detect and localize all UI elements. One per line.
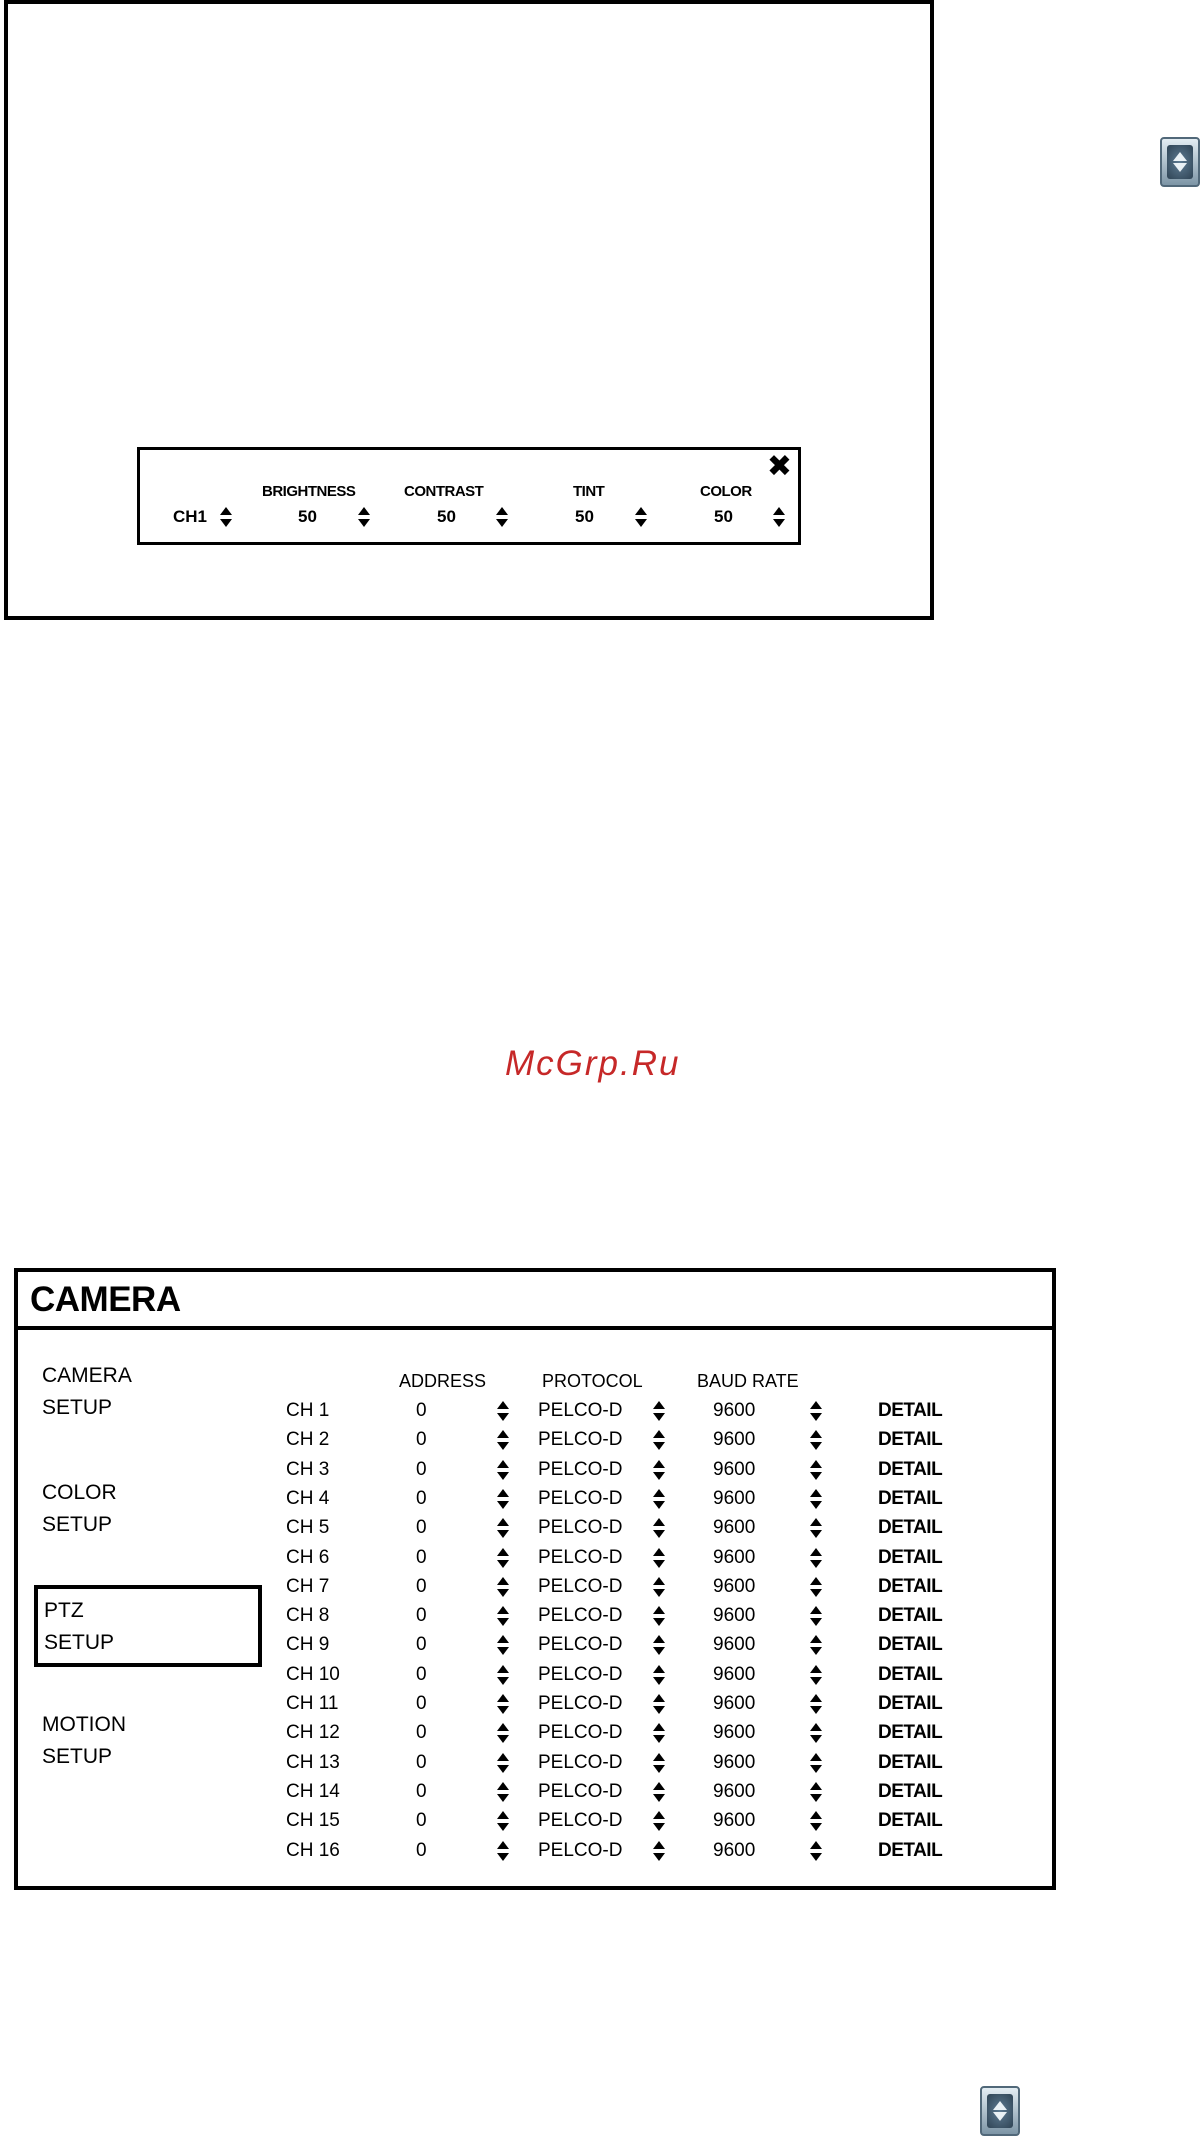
address-value: 0	[416, 1429, 427, 1451]
baud-rate-spinner[interactable]	[810, 1811, 822, 1831]
address-spinner[interactable]	[497, 1841, 509, 1861]
channel-label: CH 14	[286, 1780, 340, 1802]
address-spinner[interactable]	[497, 1635, 509, 1655]
table-row	[18, 1752, 1052, 1781]
channel-label: CH 8	[286, 1605, 330, 1627]
detail-button[interactable]: DETAIL	[878, 1546, 943, 1568]
table-row	[18, 1429, 1052, 1458]
baud-rate-value: 9600	[713, 1839, 756, 1861]
protocol-value: PELCO-D	[538, 1575, 623, 1597]
protocol-value: PELCO-D	[538, 1429, 623, 1451]
baud-rate-value: 9600	[713, 1663, 756, 1685]
baud-rate-value: 9600	[713, 1810, 756, 1832]
baud-rate-value: 9600	[713, 1780, 756, 1802]
protocol-spinner[interactable]	[653, 1635, 665, 1655]
menu-line: MOTION	[42, 1713, 126, 1736]
protocol-spinner[interactable]	[653, 1811, 665, 1831]
table-row	[18, 1781, 1052, 1810]
protocol-value: PELCO-D	[538, 1751, 623, 1773]
channel-value: CH1	[173, 507, 208, 526]
baud-rate-value: 9600	[713, 1634, 756, 1656]
detail-button[interactable]: DETAIL	[878, 1575, 943, 1597]
table-row	[18, 1459, 1052, 1488]
channel-label: CH 11	[286, 1693, 339, 1714]
address-spinner[interactable]	[497, 1430, 509, 1450]
channel-label: CH 9	[286, 1634, 330, 1656]
address-value: 0	[416, 1400, 427, 1421]
protocol-value: PELCO-D	[538, 1517, 623, 1539]
detail-button[interactable]: DETAIL	[878, 1517, 943, 1539]
baud-rate-spinner[interactable]	[810, 1518, 822, 1538]
address-value: 0	[416, 1839, 427, 1861]
channel-label: CH 4	[286, 1487, 330, 1509]
detail-button[interactable]: DETAIL	[878, 1810, 943, 1832]
baud-rate-value: 9600	[713, 1722, 756, 1744]
menu-line: CAMERA	[42, 1364, 132, 1387]
detail-button[interactable]: DETAIL	[878, 1429, 943, 1451]
protocol-value: PELCO-D	[538, 1663, 623, 1685]
baud-rate-spinner[interactable]	[810, 1665, 822, 1685]
detail-button[interactable]: DETAIL	[878, 1780, 943, 1802]
address-spinner[interactable]	[497, 1811, 509, 1831]
channel-label: CH 13	[286, 1751, 340, 1773]
watermark-text: McGrp.Ru	[505, 1044, 681, 1083]
detail-button[interactable]: DETAIL	[878, 1487, 943, 1509]
protocol-spinner[interactable]	[653, 1694, 665, 1714]
baud-rate-value: 9600	[713, 1429, 756, 1451]
protocol-value: PELCO-D	[538, 1458, 623, 1480]
baud-rate-spinner[interactable]	[810, 1548, 822, 1568]
color-value: 50	[714, 507, 733, 526]
column-header-address: ADDRESS	[399, 1371, 487, 1391]
protocol-value: PELCO-D	[538, 1400, 623, 1421]
close-icon[interactable]: ✖	[766, 450, 792, 483]
detail-button[interactable]: DETAIL	[878, 1722, 943, 1744]
protocol-value: PELCO-D	[538, 1780, 623, 1802]
protocol-spinner[interactable]	[653, 1401, 665, 1421]
protocol-spinner[interactable]	[653, 1723, 665, 1743]
detail-button[interactable]: DETAIL	[878, 1693, 943, 1714]
channel-label: CH 2	[286, 1429, 330, 1451]
table-row	[18, 1634, 1052, 1663]
channel-label: CH 12	[286, 1722, 340, 1744]
protocol-spinner[interactable]	[653, 1460, 665, 1480]
menu-line: COLOR	[42, 1481, 117, 1504]
address-value: 0	[416, 1751, 427, 1773]
address-spinner[interactable]	[497, 1723, 509, 1743]
protocol-value: PELCO-D	[538, 1546, 623, 1568]
detail-button[interactable]: DETAIL	[878, 1458, 943, 1480]
channel-label: CH 3	[286, 1458, 330, 1480]
camera-setup-window	[14, 1268, 1056, 1890]
baud-rate-value: 9600	[713, 1458, 756, 1480]
address-spinner[interactable]	[497, 1401, 509, 1421]
baud-rate-value: 9600	[713, 1751, 756, 1773]
contrast-value: 50	[437, 507, 456, 526]
up-down-spin-icon[interactable]	[980, 2086, 1020, 2136]
column-header-protocol: PROTOCOL	[542, 1371, 643, 1391]
address-value: 0	[416, 1458, 427, 1480]
protocol-value: PELCO-D	[538, 1487, 623, 1509]
baud-rate-spinner[interactable]	[810, 1753, 822, 1773]
camera-title-bar	[18, 1272, 1052, 1330]
protocol-spinner[interactable]	[653, 1577, 665, 1597]
address-spinner[interactable]	[497, 1577, 509, 1597]
protocol-value: PELCO-D	[538, 1693, 623, 1714]
table-row	[18, 1810, 1052, 1839]
address-spinner[interactable]	[497, 1694, 509, 1714]
contrast-spinner[interactable]	[496, 507, 508, 527]
tint-label: TINT	[573, 483, 605, 500]
address-value: 0	[416, 1605, 427, 1627]
protocol-spinner[interactable]	[653, 1548, 665, 1568]
live-view-frame	[4, 0, 934, 620]
protocol-value: PELCO-D	[538, 1810, 623, 1832]
baud-rate-spinner[interactable]	[810, 1606, 822, 1626]
protocol-spinner[interactable]	[653, 1782, 665, 1802]
detail-button[interactable]: DETAIL	[878, 1400, 943, 1421]
channel-spinner[interactable]	[220, 507, 232, 527]
channel-label: CH 6	[286, 1546, 330, 1568]
tint-spinner[interactable]	[635, 507, 647, 527]
protocol-spinner[interactable]	[653, 1430, 665, 1450]
address-value: 0	[416, 1517, 427, 1539]
baud-rate-value: 9600	[713, 1487, 756, 1509]
menu-line: SETUP	[44, 1631, 115, 1654]
baud-rate-spinner[interactable]	[810, 1489, 822, 1509]
address-value: 0	[416, 1780, 427, 1802]
address-value: 0	[416, 1810, 427, 1832]
protocol-value: PELCO-D	[538, 1634, 623, 1656]
table-row	[18, 1547, 1052, 1576]
color-label: COLOR	[700, 483, 752, 500]
protocol-spinner[interactable]	[653, 1518, 665, 1538]
baud-rate-value: 9600	[713, 1517, 756, 1539]
address-spinner[interactable]	[497, 1518, 509, 1538]
baud-rate-spinner[interactable]	[810, 1723, 822, 1743]
detail-button[interactable]: DETAIL	[878, 1663, 943, 1685]
baud-rate-value: 9600	[713, 1693, 756, 1714]
protocol-spinner[interactable]	[653, 1841, 665, 1861]
protocol-value: PELCO-D	[538, 1605, 623, 1627]
address-spinner[interactable]	[497, 1606, 509, 1626]
column-header-baud-rate: BAUD RATE	[697, 1371, 799, 1391]
address-value: 0	[416, 1722, 427, 1744]
menu-line: PTZ	[44, 1599, 84, 1622]
detail-button[interactable]: DETAIL	[878, 1839, 943, 1861]
menu-line: SETUP	[42, 1745, 113, 1768]
protocol-spinner[interactable]	[653, 1753, 665, 1773]
table-row	[18, 1517, 1052, 1546]
channel-label: CH 7	[286, 1575, 330, 1597]
window-title: CAMERA	[30, 1280, 181, 1319]
protocol-spinner[interactable]	[653, 1665, 665, 1685]
address-spinner[interactable]	[497, 1460, 509, 1480]
protocol-value: PELCO-D	[538, 1839, 623, 1861]
channel-label: CH 15	[286, 1810, 340, 1832]
address-value: 0	[416, 1487, 427, 1509]
menu-line: SETUP	[42, 1513, 113, 1536]
address-spinner[interactable]	[497, 1665, 509, 1685]
address-spinner[interactable]	[497, 1489, 509, 1509]
baud-rate-value: 9600	[713, 1546, 756, 1568]
table-row	[18, 1664, 1052, 1693]
tint-value: 50	[575, 507, 594, 526]
baud-rate-value: 9600	[713, 1400, 756, 1421]
up-down-spin-icon[interactable]	[1160, 137, 1200, 187]
brightness-value: 50	[298, 507, 317, 526]
table-row	[18, 1400, 1052, 1429]
address-value: 0	[416, 1634, 427, 1656]
baud-rate-value: 9600	[713, 1605, 756, 1627]
address-value: 0	[416, 1546, 427, 1568]
baud-rate-spinner[interactable]	[810, 1694, 822, 1714]
address-value: 0	[416, 1663, 427, 1685]
channel-label: CH 10	[286, 1663, 340, 1685]
address-spinner[interactable]	[497, 1782, 509, 1802]
baud-rate-spinner[interactable]	[810, 1430, 822, 1450]
baud-rate-spinner[interactable]	[810, 1635, 822, 1655]
baud-rate-spinner[interactable]	[810, 1401, 822, 1421]
contrast-label: CONTRAST	[404, 483, 484, 500]
baud-rate-value: 9600	[713, 1575, 756, 1597]
menu-line: SETUP	[42, 1396, 113, 1419]
table-row	[18, 1605, 1052, 1634]
channel-label: CH 5	[286, 1517, 330, 1539]
baud-rate-spinner[interactable]	[810, 1841, 822, 1861]
detail-button[interactable]: DETAIL	[878, 1634, 943, 1656]
protocol-value: PELCO-D	[538, 1722, 623, 1744]
baud-rate-spinner[interactable]	[810, 1782, 822, 1802]
address-value: 0	[416, 1575, 427, 1597]
brightness-spinner[interactable]	[358, 507, 370, 527]
baud-rate-spinner[interactable]	[810, 1460, 822, 1480]
channel-label: CH 1	[286, 1400, 330, 1421]
table-row	[18, 1722, 1052, 1751]
detail-button[interactable]: DETAIL	[878, 1605, 943, 1627]
address-spinner[interactable]	[497, 1548, 509, 1568]
protocol-spinner[interactable]	[653, 1606, 665, 1626]
table-row	[18, 1488, 1052, 1517]
protocol-spinner[interactable]	[653, 1489, 665, 1509]
detail-button[interactable]: DETAIL	[878, 1751, 943, 1773]
table-row	[18, 1693, 1052, 1722]
address-spinner[interactable]	[497, 1753, 509, 1773]
address-value: 0	[416, 1693, 427, 1714]
table-row	[18, 1840, 1052, 1869]
channel-label: CH 16	[286, 1839, 340, 1861]
brightness-label: BRIGHTNESS	[262, 483, 356, 500]
color-spinner[interactable]	[773, 507, 785, 527]
color-adjust-bar	[137, 447, 801, 545]
table-row	[18, 1576, 1052, 1605]
baud-rate-spinner[interactable]	[810, 1577, 822, 1597]
